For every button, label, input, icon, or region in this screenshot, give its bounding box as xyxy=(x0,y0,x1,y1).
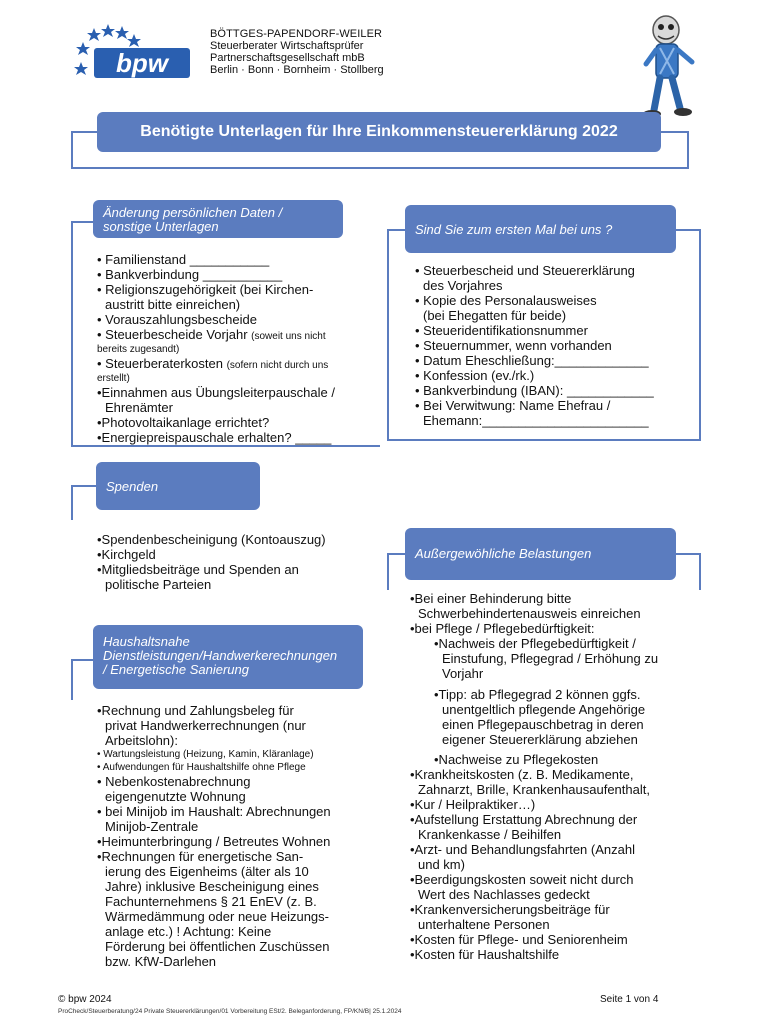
list-item: • Datum Eheschließung:_____________ xyxy=(415,353,649,368)
section-heading-donations: Spenden xyxy=(96,462,260,510)
list-item: Minijob-Zentrale xyxy=(105,819,199,834)
list-item: Fachunternehmens § 21 EnEV (z. B. xyxy=(105,894,317,909)
item-note: bereits zugesandt) xyxy=(97,344,180,355)
list-item: •Einnahmen aus Übungsleiterpauschale / xyxy=(97,385,335,400)
list-item: privat Handwerkerrechnungen (nur xyxy=(105,718,306,733)
item-main: • Steuerberaterkosten xyxy=(97,356,227,371)
list-item: Förderung bei öffentlichen Zuschüssen xyxy=(105,939,330,954)
footer-page-number: Seite 1 von 4 xyxy=(600,994,659,1005)
list-item: Schwerbehindertenausweis einreichen xyxy=(418,606,641,621)
list-item: • Wartungsleistung (Heizung, Kamin, Kläranlage) xyxy=(97,749,314,760)
list-item: •Heimunterbringung / Betreutes Wohnen xyxy=(97,834,331,849)
list-item: politische Parteien xyxy=(105,577,212,592)
page-title: Benötigte Unterlagen für Ihre Einkommensteuererklärung 2022 xyxy=(97,112,661,152)
donations-list xyxy=(97,532,326,592)
section-heading-extraordinary: Außergewöhliche Belastungen xyxy=(405,528,676,580)
list-item: Krankenkasse / Beihilfen xyxy=(418,827,562,842)
list-item: Jahre) inklusive Bescheinigung eines xyxy=(105,879,319,894)
list-item: •Kirchgeld xyxy=(97,547,156,562)
list-item: • Bankverbindung ___________ xyxy=(97,267,283,282)
list-item: •Kosten für Pflege- und Seniorenheim xyxy=(410,932,628,947)
list-item: • Steuernummer, wenn vorhanden xyxy=(415,338,612,353)
list-item: Zahnarzt, Brille, Krankenhausaufenthalt, xyxy=(418,782,650,797)
list-item: • Vorauszahlungsbescheide xyxy=(97,312,257,327)
list-item: •Bei einer Behinderung bitte xyxy=(410,591,572,606)
list-item: Ehrenämter xyxy=(105,400,173,415)
section-heading-first-time: Sind Sie zum ersten Mal bei uns ? xyxy=(405,205,676,253)
list-item: •bei Pflege / Pflegebedürftigkeit: xyxy=(410,621,595,636)
list-item xyxy=(97,356,335,373)
list-item: (bei Ehegatten für beide) xyxy=(423,308,567,323)
list-item: •Rechnung und Zahlungsbeleg für xyxy=(97,703,294,718)
section-heading-household xyxy=(93,625,363,689)
firm-line: Partnerschaftsgesellschaft mbB xyxy=(210,52,365,64)
item-note: (sofern nicht durch uns xyxy=(226,360,329,371)
list-item: •Mitgliedsbeiträge und Spenden an xyxy=(97,562,299,577)
first-time-list xyxy=(415,263,654,428)
list-item: einen Pflegepauschbetrag in deren xyxy=(442,717,644,732)
item-main: • Steuerbescheide Vorjahr xyxy=(97,327,252,342)
list-item: des Vorjahres xyxy=(423,278,503,293)
item-note: erstellt) xyxy=(97,373,130,384)
list-item: bzw. KfW-Darlehen xyxy=(105,954,217,969)
list-item: und km) xyxy=(418,857,465,872)
list-item: Wärmedämmung oder neue Heizungs- xyxy=(105,909,329,924)
list-item: •Aufstellung Erstattung Abrechnung der xyxy=(410,812,638,827)
list-item: • Kopie des Personalausweises xyxy=(415,293,597,308)
list-item: •Krankheitskosten (z. B. Medikamente, xyxy=(410,767,634,782)
list-item: • Konfession (ev./rk.) xyxy=(415,368,535,383)
list-item: ierung des Eigenheims (älter als 10 xyxy=(105,864,309,879)
footer-copyright: © bpw 2024 xyxy=(58,994,112,1005)
list-item: • Familienstand ___________ xyxy=(97,252,270,267)
list-item: •Energiepreispauschale erhalten? _____ xyxy=(97,430,332,445)
list-item: •Rechnungen für energetische San- xyxy=(97,849,304,864)
list-item: • Nebenkostenabrechnung xyxy=(97,774,251,789)
list-item: Vorjahr xyxy=(442,666,484,681)
list-item: Wert des Nachlasses gedeckt xyxy=(418,887,590,902)
list-item: • Religionszugehörigkeit (bei Kirchen- xyxy=(97,282,314,297)
list-item: •Nachweise zu Pflegekosten xyxy=(434,752,599,767)
heading-line: Änderung persönlichen Daten / xyxy=(103,205,283,220)
firm-line: Steuerberater Wirtschaftsprüfer xyxy=(210,40,364,52)
list-item: Ehemann:_______________________ xyxy=(423,413,649,428)
list-item: •Nachweis der Pflegebedürftigkeit / xyxy=(434,636,636,651)
list-item: •Kur / Heilpraktiker…) xyxy=(410,797,536,812)
personal-list xyxy=(97,252,335,445)
list-item: • Steuerbescheid und Steuererklärung xyxy=(415,263,635,278)
list-item: •Tipp: ab Pflegegrad 2 können ggfs. xyxy=(434,687,641,702)
list-item: eigener Steuererklärung abziehen xyxy=(442,732,638,747)
list-item: Einstufung, Pflegegrad / Erhöhung zu xyxy=(442,651,659,666)
list-item xyxy=(97,327,335,344)
list-item: anlage etc.) ! Achtung: Keine xyxy=(105,924,272,939)
heading-line: Dienstleistungen/Handwerkerechnungen xyxy=(103,648,338,663)
list-item: •Photovoltaikanlage errichtet? xyxy=(97,415,270,430)
item-note: (soweit uns nicht xyxy=(251,331,326,342)
firm-line: BÖTTGES-PAPENDORF-WEILER xyxy=(210,28,383,40)
list-item: austritt bitte einreichen) xyxy=(105,297,241,312)
heading-line: Haushaltsnahe xyxy=(103,634,190,649)
list-item: •Kosten für Haushaltshilfe xyxy=(410,947,560,962)
list-item: • Steueridentifikationsnummer xyxy=(415,323,588,338)
list-item: •Arzt- und Behandlungsfahrten (Anzahl xyxy=(410,842,635,857)
list-item: •Krankenversicherungsbeiträge für xyxy=(410,902,610,917)
footer-path: ProCheck/Steuerberatung/24 Private Steuererklärungen/01 Vorbereitung ESt/2. Beleganforderung, FP/KN/B| 25.1.2024 xyxy=(58,1008,402,1015)
list-item: • Bankverbindung (IBAN): ____________ xyxy=(415,383,654,398)
list-item: • Bei Verwitwung: Name Ehefrau / xyxy=(415,398,611,413)
extraordinary-list xyxy=(410,591,658,962)
household-list xyxy=(97,703,331,969)
list-item: unentgeltlich pflegende Angehörige xyxy=(442,702,646,717)
logo-text: bpw xyxy=(116,48,168,78)
list-item: unterhaltene Personen xyxy=(418,917,550,932)
heading-line: sonstige Unterlagen xyxy=(103,219,219,234)
list-item: eigengenutzte Wohnung xyxy=(105,789,246,804)
list-item: •Spendenbescheinigung (Kontoauszug) xyxy=(97,532,326,547)
section-heading-personal xyxy=(93,200,343,238)
heading-line: / Energetische Sanierung xyxy=(103,662,249,677)
list-item: Arbeitslohn): xyxy=(105,733,178,748)
list-item: • Aufwendungen für Haushaltshilfe ohne Pflege xyxy=(97,762,306,773)
list-item: • bei Minijob im Haushalt: Abrechnungen xyxy=(97,804,331,819)
list-item: •Beerdigungskosten soweit nicht durch xyxy=(410,872,634,887)
firm-line: Berlin · Bonn · Bornheim · Stollberg xyxy=(210,64,384,76)
